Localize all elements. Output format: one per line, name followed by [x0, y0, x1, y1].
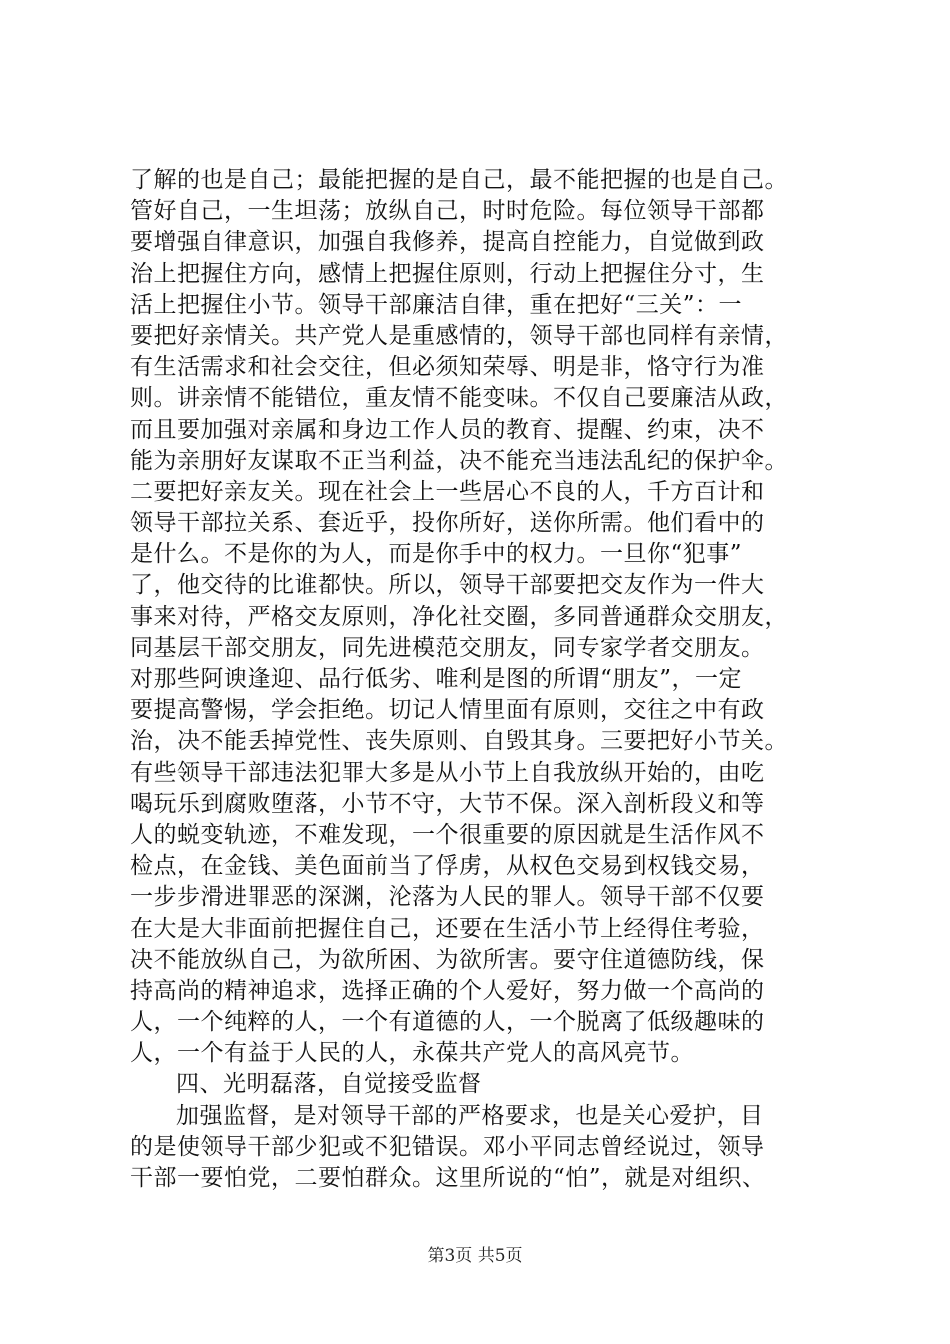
text-line: 喝玩乐到腐败堕落，小节不守，大节不保。深入剖析段义和等: [130, 790, 765, 817]
text-line: 要提高警惕，学会拒绝。切记人情里面有原则，交往之中有政: [130, 697, 765, 724]
text-line: 要增强自律意识，加强自我修养，提高自控能力，自觉做到政: [130, 229, 765, 256]
text-line: 人，一个有益于人民的人，永葆共产党人的高风亮节。: [130, 1040, 694, 1067]
text-line: 人的蜕变轨迹，不难发现，一个很重要的原因就是生活作风不: [130, 821, 765, 848]
text-line: 治上把握住方向，感情上把握住原则，行动上把握住分寸，生: [130, 260, 765, 287]
text-line: 同基层干部交朋友，同先进模范交朋友，同专家学者交朋友。: [130, 634, 765, 661]
text-line: 治，决不能丢掉党性、丧失原则、自毁其身。三要把好小节关。: [130, 728, 788, 755]
text-line: 对那些阿谀逢迎、品行低劣、唯利是图的所谓“朋友”，一定: [130, 666, 743, 692]
paragraph-first-line: 加强监督，是对领导干部的严格要求，也是关心爱护，目: [176, 1102, 764, 1129]
text-line: 领导干部拉关系、套近乎，投你所好，送你所需。他们看中的: [130, 510, 765, 537]
text-line: 检点，在金钱、美色面前当了俘虏，从权色交易到权钱交易，: [130, 853, 765, 880]
text-line: 在大是大非面前把握住自己，还要在生活小节上经得住考验，: [130, 915, 765, 942]
text-line: 管好自己，一生坦荡；放纵自己，时时危险。每位领导干部都: [130, 198, 765, 225]
text-line: 了，他交待的比谁都快。所以，领导干部要把交友作为一件大: [130, 572, 765, 599]
text-line: 干部一要怕党，二要怕群众。这里所说的“怕”，就是对组织、: [130, 1165, 766, 1191]
section-heading: 四、光明磊落，自觉接受监督: [176, 1071, 482, 1098]
text-line: 二要把好亲友关。现在社会上一些居心不良的人，千方百计和: [130, 478, 765, 505]
text-line: 则。讲亲情不能错位，重友情不能变味。不仅自己要廉洁从政，: [130, 385, 788, 412]
text-line: 决不能放纵自己，为欲所困、为欲所害。要守住道德防线，保: [130, 946, 765, 973]
text-line: 的是使领导干部少犯或不犯错误。邓小平同志曾经说过，领导: [130, 1133, 765, 1160]
text-line: 能为亲朋好友谋取不正当利益，决不能充当违法乱纪的保护伞。: [130, 447, 788, 474]
text-line: 而且要加强对亲属和身边工作人员的教育、提醒、约束，决不: [130, 416, 765, 443]
text-line: 要把好亲情关。共产党人是重感情的，领导干部也同样有亲情，: [130, 322, 788, 349]
text-line: 活上把握住小节。领导干部廉洁自律，重在把好“三关”：一: [130, 291, 743, 318]
text-line: 有些领导干部违法犯罪大多是从小节上自我放纵开始的，由吃: [130, 759, 765, 786]
text-line: 是什么。不是你的为人，而是你手中的权力。一旦你“犯事”: [130, 541, 743, 568]
text-line: 一步步滑进罪恶的深渊，沦落为人民的罪人。领导干部不仅要: [130, 884, 765, 911]
text-line: 事来对待，严格交友原则，净化社交圈，多同普通群众交朋友，: [130, 603, 788, 630]
text-line: 了解的也是自己；最能把握的是自己，最不能把握的也是自己。: [130, 167, 788, 193]
body-text: [130, 165, 830, 1194]
page-number-footer: 第3页 共5页: [427, 1246, 523, 1266]
text-line: 人，一个纯粹的人，一个有道德的人，一个脱离了低级趣味的: [130, 1009, 765, 1036]
text-line: 有生活需求和社会交往，但必须知荣辱、明是非，恪守行为准: [130, 354, 765, 381]
text-line: 持高尚的精神追求，选择正确的个人爱好，努力做一个高尚的: [130, 977, 765, 1004]
